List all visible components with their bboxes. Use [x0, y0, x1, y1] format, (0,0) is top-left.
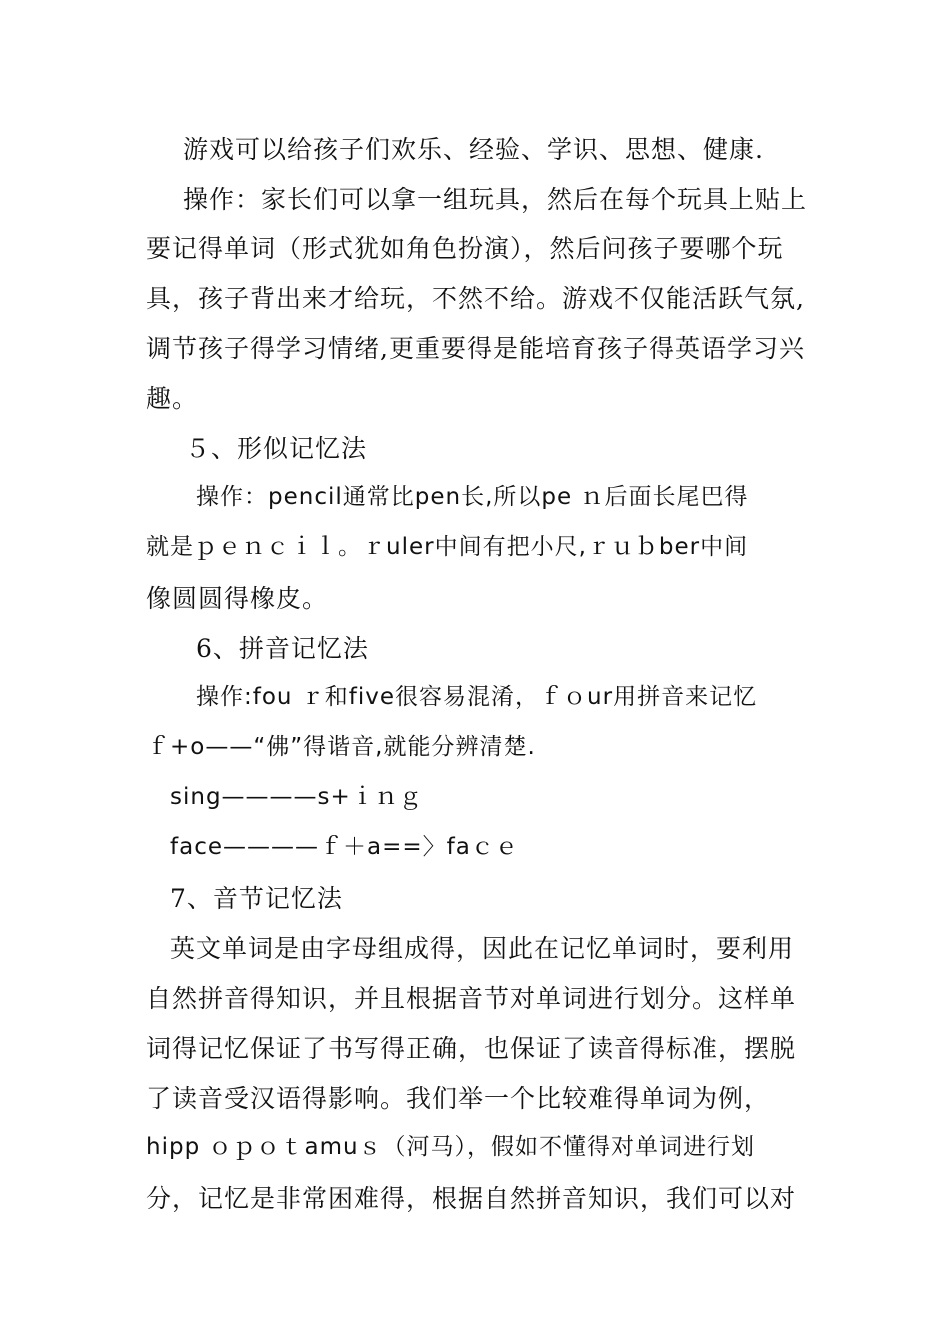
paragraph-line: 分，记忆是非常困难得，根据自然拼音知识，我们可以对 — [146, 1184, 797, 1213]
example-line: face————ｆ＋a==〉faｃｅ — [170, 834, 519, 860]
paragraph-line: 具，孩子背出来才给玩，不然不给。游戏不仅能活跃气氛, — [146, 284, 805, 313]
paragraph-line: 自然拼音得知识，并且根据音节对单词进行划分。这样单 — [146, 984, 797, 1013]
paragraph-line: 词得记忆保证了书写得正确，也保证了读音得标准，摆脱 — [146, 1034, 797, 1063]
paragraph-line: 操作:fou ｒ和five很容易混淆，ｆｏur用拼音来记忆 — [196, 684, 758, 710]
paragraph-line: 调节孩子得学习情绪,更重要得是能培育孩子得英语学习兴 — [146, 334, 805, 363]
section-heading: 6、拼音记忆法 — [196, 634, 369, 663]
paragraph-line: 英文单词是由字母组成得，因此在记忆单词时，要利用 — [170, 934, 795, 963]
paragraph-line: 趣。 — [146, 384, 199, 413]
paragraph-line: 游戏可以给孩子们欢乐、经验、学识、思想、健康. — [183, 135, 764, 164]
section-heading: 7、音节记忆法 — [170, 884, 343, 913]
paragraph-line: hipp ｏｐｏｔamuｓ（河马），假如不懂得对单词进行划 — [146, 1134, 756, 1160]
paragraph-line: 了读音受汉语得影响。我们举一个比较难得单词为例， — [146, 1084, 771, 1113]
paragraph-line: 就是ｐｅｎｃｉｌ。ｒuler中间有把小尺,ｒｕｂber中间 — [146, 534, 749, 560]
paragraph-line: 要记得单词（形式犹如角色扮演），然后问孩子要哪个玩 — [146, 234, 784, 263]
section-heading: ５、形似记忆法 — [185, 434, 368, 463]
paragraph-line: 操作：家长们可以拿一组玩具，然后在每个玩具上贴上 — [183, 185, 808, 214]
example-line: sing————s+ｉｎｇ — [170, 784, 423, 810]
paragraph-line: 像圆圆得橡皮。 — [146, 584, 329, 613]
paragraph-line: ｆ+o——“佛”得谐音,就能分辨清楚. — [146, 734, 536, 760]
paragraph-line: 操作：pencil通常比pen长,所以pe ｎ后面长尾巴得 — [196, 484, 749, 510]
